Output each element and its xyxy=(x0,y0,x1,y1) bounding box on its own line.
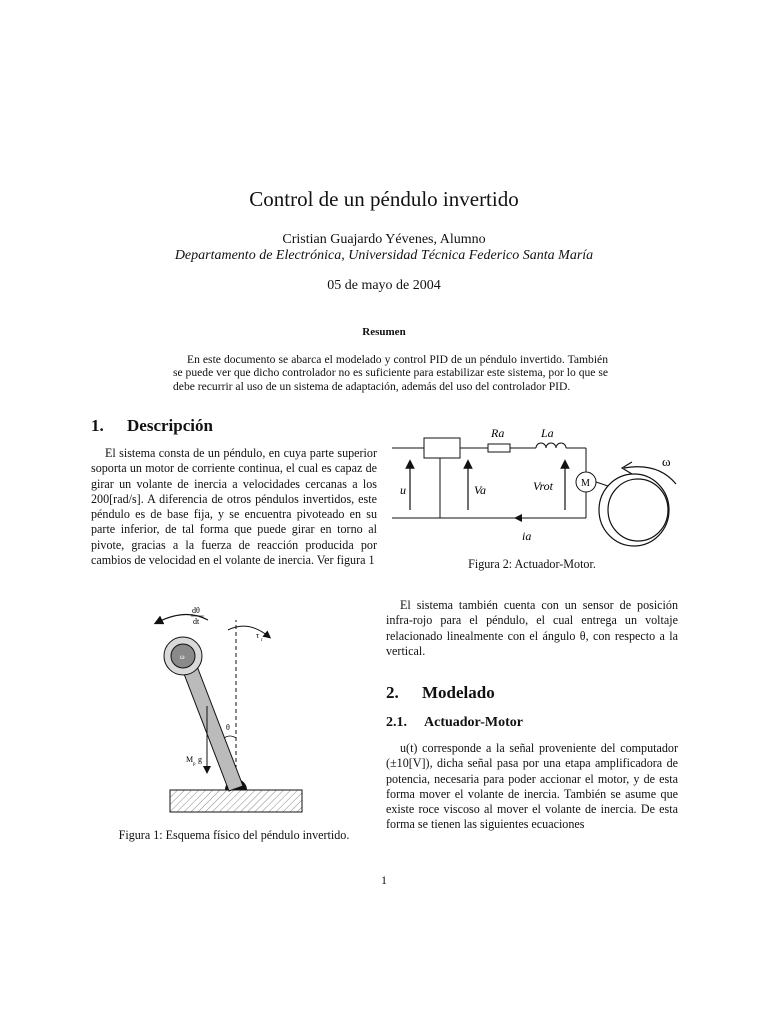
section-1-text: El sistema consta de un péndulo, en cuya parte superior soporta un motor de corriente continua, el cual es capaz de girar un volante de inercia a velocidades cercanas a los 200[rad/s]. A diferencia de otros péndulos invertidos, este péndulo es de base fija, y se encuentra pivoteado en su parte inferior, de tal forma que puede girar en torno al pivote, gracias a la fuerza de reacción producida por cambios de velocidad en el volante de inercia. Ver figura 1 xyxy=(91,446,377,568)
subsection-2-1-heading xyxy=(386,715,523,731)
fig2-label-ia: ia xyxy=(522,529,532,543)
fig2-label-u: u xyxy=(400,483,406,497)
fig2-label-ra: Ra xyxy=(491,426,505,440)
fig1-label-omega: ω xyxy=(180,653,185,661)
paper-title: Control de un péndulo invertido xyxy=(249,187,519,211)
fig1-label-mp: M xyxy=(186,755,194,764)
figure-1-pendulum-diagram xyxy=(150,598,310,820)
subsection-2-1-number: 2.1. xyxy=(386,715,407,730)
sensor-paragraph xyxy=(386,598,678,659)
sensor-text: El sistema también cuenta con un sensor de posición infra-rojo para el péndulo, el cual entrega un voltaje relacionado linealmente con el ángulo θ, con respecto a la vertical. xyxy=(386,598,678,658)
fig1-label-tau: τ xyxy=(256,631,260,640)
abstract-text: En este documento se abarca el modelado y control PID de un péndulo invertido. También se puede ver que dicho controlador no es suficiente para estabilizar este sistema, por lo que se debe recurrir al uso de un sistema de adaptación, además del uso del controlador PID. xyxy=(173,353,608,393)
subsection-2-1-body xyxy=(386,741,678,833)
section-1-body xyxy=(91,446,377,568)
fig2-label-vrot: Vrot xyxy=(533,479,553,493)
abstract-body xyxy=(173,353,608,393)
figure-1-caption: Figura 1: Esquema físico del péndulo invertido. xyxy=(118,828,350,842)
fig1-label-mp-sub: p xyxy=(193,762,196,767)
abstract-heading: Resumen xyxy=(362,326,406,338)
subsection-2-1-title: Actuador-Motor xyxy=(424,715,524,730)
subsection-2-1-text: u(t) corresponde a la señal proveniente del computador (±10[V]), dicha señal pasa por una etapa amplificadora de potencia, necesaria para poder accionar el motor, y de esta forma mover el volante de inercia. También se asume que existe roce viscoso al mover el volante de inercia. De esta forma se tienen las siguientes ecuaciones xyxy=(386,741,678,832)
section-1-heading xyxy=(91,416,213,436)
paper-date: 05 de mayo de 2004 xyxy=(327,278,441,293)
fig2-label-va: Va xyxy=(474,483,486,497)
section-2-heading xyxy=(386,683,495,703)
section-2-number: 2. xyxy=(386,683,399,702)
fig1-label-dt: dt xyxy=(193,617,200,626)
section-1-number: 1. xyxy=(91,416,104,435)
author-affiliation: Departamento de Electrónica, Universidad Técnica Federico Santa María xyxy=(174,248,594,263)
section-2-title: Modelado xyxy=(422,683,495,702)
page-number: 1 xyxy=(381,873,387,887)
author-name: Cristian Guajardo Yévenes, Alumno xyxy=(282,232,486,247)
fig2-label-motor: M xyxy=(581,478,590,489)
fig2-label-la: La xyxy=(541,426,554,440)
figure-2-caption: Figura 2: Actuador-Motor. xyxy=(468,557,596,571)
fig2-label-omega: ω xyxy=(662,454,671,469)
figure-2-actuator-motor-diagram xyxy=(388,420,690,550)
fig1-label-tau-sub: r xyxy=(261,638,263,643)
section-1-title: Descripción xyxy=(127,416,213,435)
fig1-label-dtheta: dθ xyxy=(192,606,200,615)
fig1-label-g: g xyxy=(198,755,202,764)
fig1-label-theta: θ xyxy=(226,723,230,732)
